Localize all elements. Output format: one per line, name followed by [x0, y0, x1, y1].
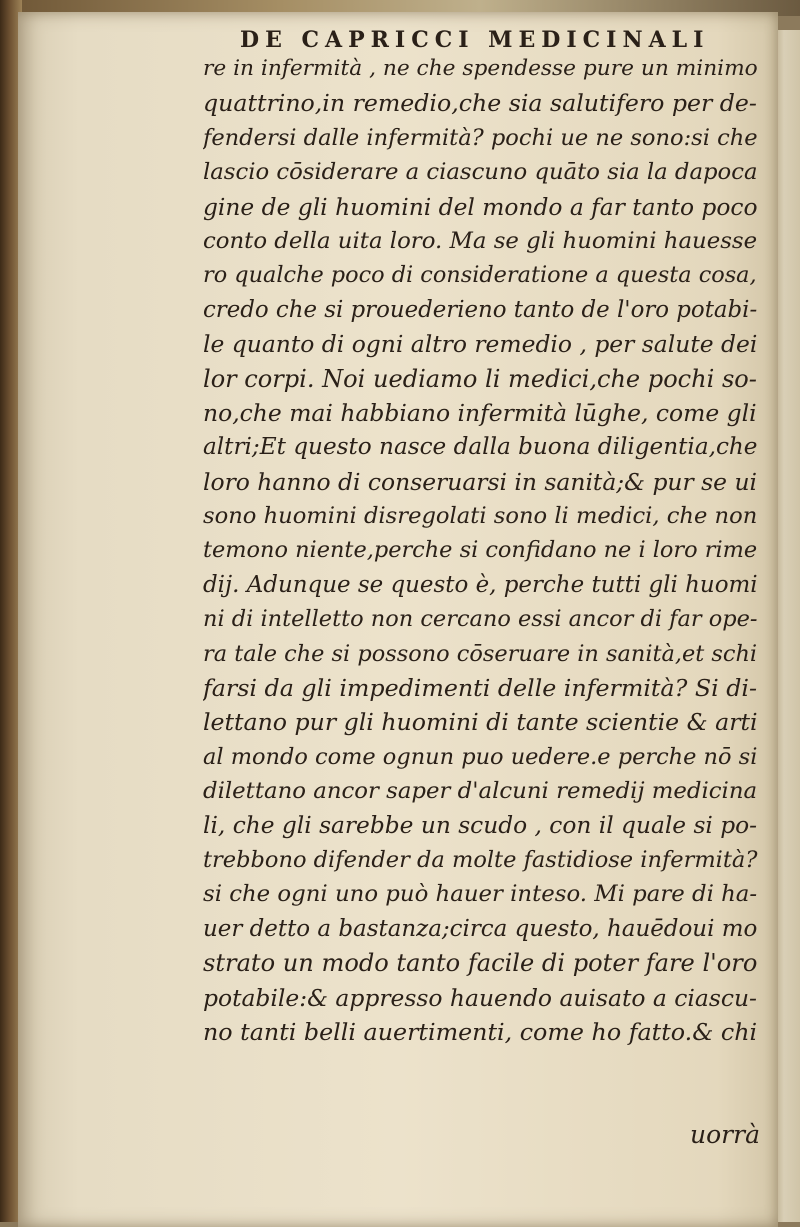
running-header: DE CAPRICCI MEDICINALI [240, 27, 710, 53]
text-line: uer detto a bastanza;circa questo, hauēdoui mo [203, 915, 758, 942]
text-line: potabile:& appresso hauendo auisato a ciascu- [203, 983, 757, 1012]
text-line: lettano pur gli huomini di tante scientie & arti [203, 708, 758, 737]
text-line: no tanti belli auertimenti, come ho fatto.& chi [203, 1017, 758, 1046]
text-line: altri;Et questo nasce dalla buona diligentia,che [203, 434, 758, 461]
text-line: ni di intelletto non cercano essi ancor di far ope- [203, 606, 758, 633]
text-line: no,che mai habbiano infermità lūghe, come gli [203, 398, 757, 427]
text-line: fendersi dalle infermità? pochi ue ne sono:si che [203, 124, 758, 151]
text-line: strato un modo tanto facile di poter fare l'oro [203, 949, 758, 978]
text-line: temono niente,perche si confidano ne i loro rime [203, 537, 758, 564]
text-line: re in infermità , ne che spendesse pure un minimo [203, 56, 758, 81]
text-line: ro qualche poco di consideratione a questa cosa, [203, 262, 757, 289]
text-line: ra tale che si possono cōseruare in sanità,et schi [203, 640, 758, 667]
text-line: quattrino,in remedio,che sia salutifero per de- [203, 89, 757, 118]
text-line: credo che si prouederieno tanto de l'oro potabi- [203, 296, 758, 323]
text-line: lor corpi. Noi uediamo li medici,che pochi so- [203, 364, 757, 393]
text-line: farsi da gli impedimenti delle infermità? Si di- [203, 674, 757, 703]
text-line: dilettano ancor saper d'alcuni remedij medicina [203, 778, 758, 805]
text-line: trebbono difender da molte fastidiose infermità? [203, 846, 758, 873]
text-line: dij. Adunque se questo è, perche tutti gli huomi [203, 571, 758, 598]
text-line: gine de gli huomini del mondo a far tanto poco [203, 192, 758, 221]
catchword: uorrà [690, 1120, 760, 1149]
text-line: loro hanno di conseruarsi in sanità;& pur se ui [203, 467, 758, 496]
text-line: lascio cōsiderare a ciascuno quāto sia la dapoca [203, 159, 758, 186]
text-line: al mondo come ognun puo uedere.e perche nō si [203, 743, 758, 770]
text-line: conto della uita loro. Ma se gli huomini hauesse [203, 227, 758, 254]
body-text [203, 52, 763, 1049]
text-line: sono huomini disregolati sono li medici, che non [203, 503, 758, 530]
text-line: li, che gli sarebbe un scudo , con il quale si po- [203, 811, 758, 839]
text-line: le quanto di ogni altro remedio , per salute dei [203, 330, 758, 359]
text-line: si che ogni uno può hauer inteso. Mi pare di ha- [203, 881, 758, 908]
